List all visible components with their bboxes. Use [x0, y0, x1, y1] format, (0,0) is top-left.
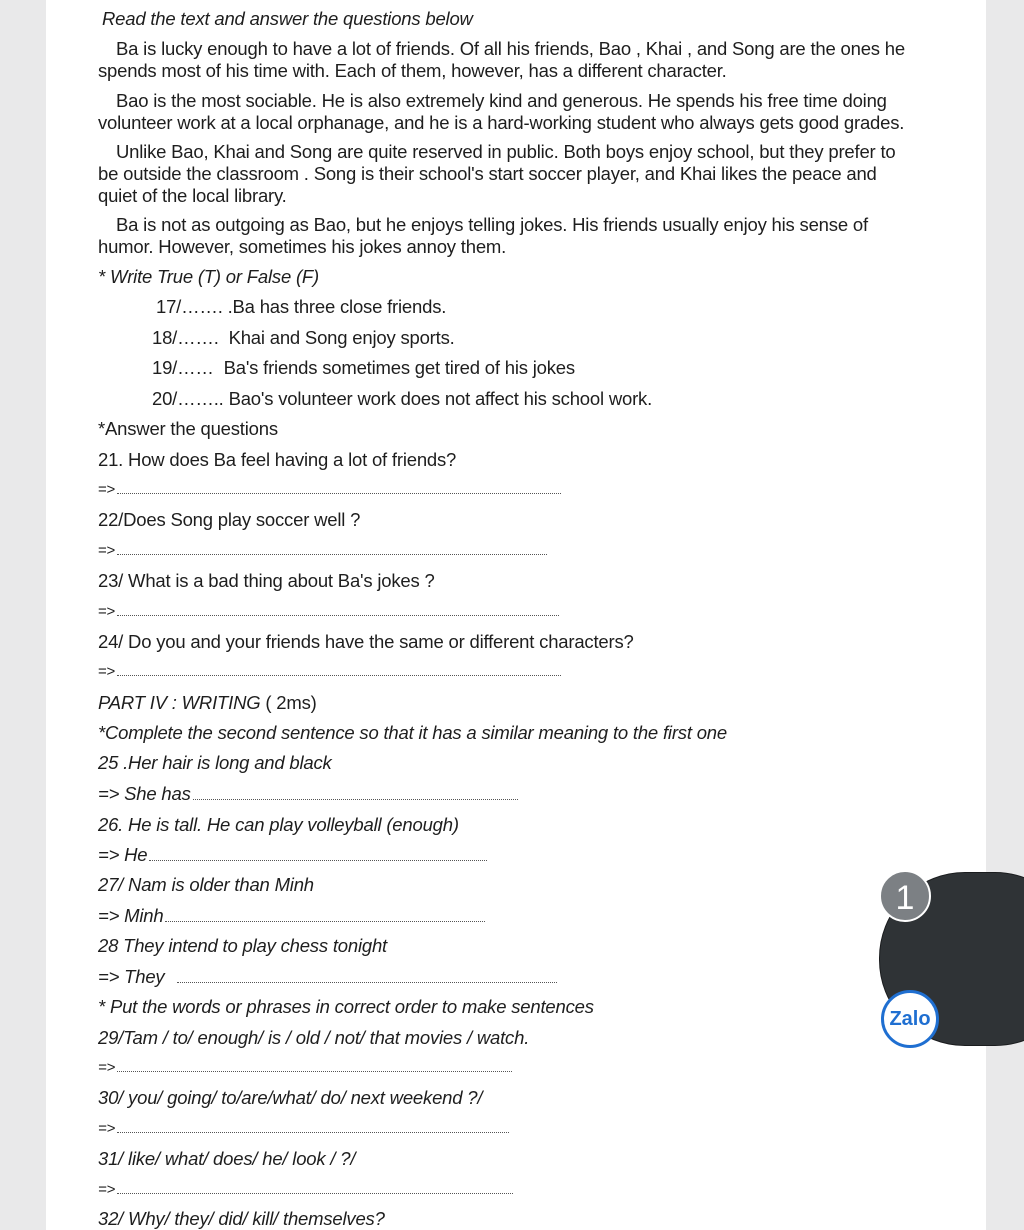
answer-line[interactable]: =>: [98, 540, 547, 562]
rewrite-item-28: 28 They intend to play chess tonight: [98, 935, 387, 956]
zalo-widget[interactable]: [879, 870, 1024, 1045]
answer-dotted-line: [117, 492, 561, 494]
answer-dotted-line: [177, 981, 557, 983]
answer-dotted-line: [117, 553, 547, 555]
question-21: 21. How does Ba feel having a lot of friends?: [98, 449, 457, 470]
part-marks: ( 2ms): [260, 692, 317, 713]
answer-line[interactable]: =>: [98, 479, 561, 501]
ordering-item-29: 29/Tam / to/ enough/ is / old / not/ that movies / watch.: [98, 1027, 530, 1048]
reading-paragraph-4: Ba is not as outgoing as Bao, but he enjoys telling jokes. His friends usually enjoy his sense of humor. However, sometimes his jokes annoy them.: [98, 214, 868, 257]
answer-dotted-line: [117, 614, 559, 616]
answer-dotted-line: [149, 859, 487, 861]
answer-questions-heading: *Answer the questions: [98, 418, 278, 439]
tf-number: 17/……. .: [156, 296, 233, 317]
reading-paragraph-3: Unlike Bao, Khai and Song are quite reserved in public. Both boys enjoy school, but they prefer to be outside the classroom . Song is their school's start soccer player, and Khai likes the peace and quiet of the local library.: [98, 141, 896, 206]
ordering-answer[interactable]: =>: [98, 1179, 513, 1201]
tf-item: [152, 357, 575, 379]
tf-item: [156, 296, 446, 318]
answer-dotted-line: [117, 674, 561, 676]
rewrite-answer[interactable]: => They: [98, 966, 557, 988]
answer-line[interactable]: =>: [98, 601, 559, 623]
answer-dotted-line: [117, 1192, 513, 1194]
answer-dotted-line: [165, 920, 485, 922]
ordering-answer[interactable]: =>: [98, 1057, 512, 1079]
true-false-heading: * Write True (T) or False (F): [98, 266, 319, 287]
tf-statement: Ba's friends sometimes get tired of his jokes: [223, 357, 575, 378]
ordering-item-31: 31/ like/ what/ does/ he/ look / ?/: [98, 1148, 356, 1169]
ordering-item-30: 30/ you/ going/ to/are/what/ do/ next weekend ?/: [98, 1087, 483, 1108]
tf-item: [152, 388, 652, 410]
notification-badge[interactable]: 1: [879, 870, 931, 922]
tf-statement: Khai and Song enjoy sports.: [228, 327, 455, 348]
tf-number: 19/……: [152, 357, 214, 378]
rewrite-answer[interactable]: => She has: [98, 783, 518, 805]
reading-paragraph-1: Ba is lucky enough to have a lot of friends. Of all his friends, Bao , Khai , and Song are the ones he spends most of his time with. Each of them, however, has a different character.: [98, 38, 905, 81]
tf-statement: Ba has three close friends.: [232, 296, 447, 317]
tf-number: 18/…….: [152, 327, 219, 348]
reading-instruction: Read the text and answer the questions below: [102, 8, 473, 29]
zalo-button[interactable]: Zalo: [881, 990, 939, 1048]
rewrite-item-27: 27/ Nam is older than Minh: [98, 874, 314, 895]
answer-line[interactable]: =>: [98, 661, 561, 683]
ordering-item-32: 32/ Why/ they/ did/ kill/ themselves?: [98, 1208, 385, 1229]
ordering-instruction: * Put the words or phrases in correct order to make sentences: [98, 996, 594, 1017]
answer-dotted-line: [117, 1070, 512, 1072]
question-22: 22/Does Song play soccer well ?: [98, 509, 361, 530]
answer-dotted-line: [193, 798, 518, 800]
part-iv-heading: [98, 692, 317, 714]
question-23: 23/ What is a bad thing about Ba's jokes ?: [98, 570, 435, 591]
rewrite-answer[interactable]: => He: [98, 844, 487, 866]
answer-dotted-line: [117, 1131, 509, 1133]
ordering-answer[interactable]: =>: [98, 1118, 509, 1140]
rewrite-answer[interactable]: => Minh: [98, 905, 485, 927]
rewrite-item-26: 26. He is tall. He can play volleyball (enough): [98, 814, 459, 835]
part-title: PART IV : WRITING: [98, 692, 261, 713]
reading-paragraph-2: Bao is the most sociable. He is also extremely kind and generous. He spends his free time doing volunteer work at a local orphanage, and he is a hard-working student who always gets good grades.: [98, 90, 905, 133]
worksheet-page: [46, 0, 986, 1230]
rewrite-instruction: *Complete the second sentence so that it has a similar meaning to the first one: [98, 722, 727, 743]
tf-statement: Bao's volunteer work does not affect his school work.: [228, 388, 653, 409]
tf-item: [152, 327, 455, 349]
rewrite-item-25: 25 .Her hair is long and black: [98, 752, 332, 773]
tf-number: 20/……..: [152, 388, 224, 409]
question-24: 24/ Do you and your friends have the same or different characters?: [98, 631, 634, 652]
